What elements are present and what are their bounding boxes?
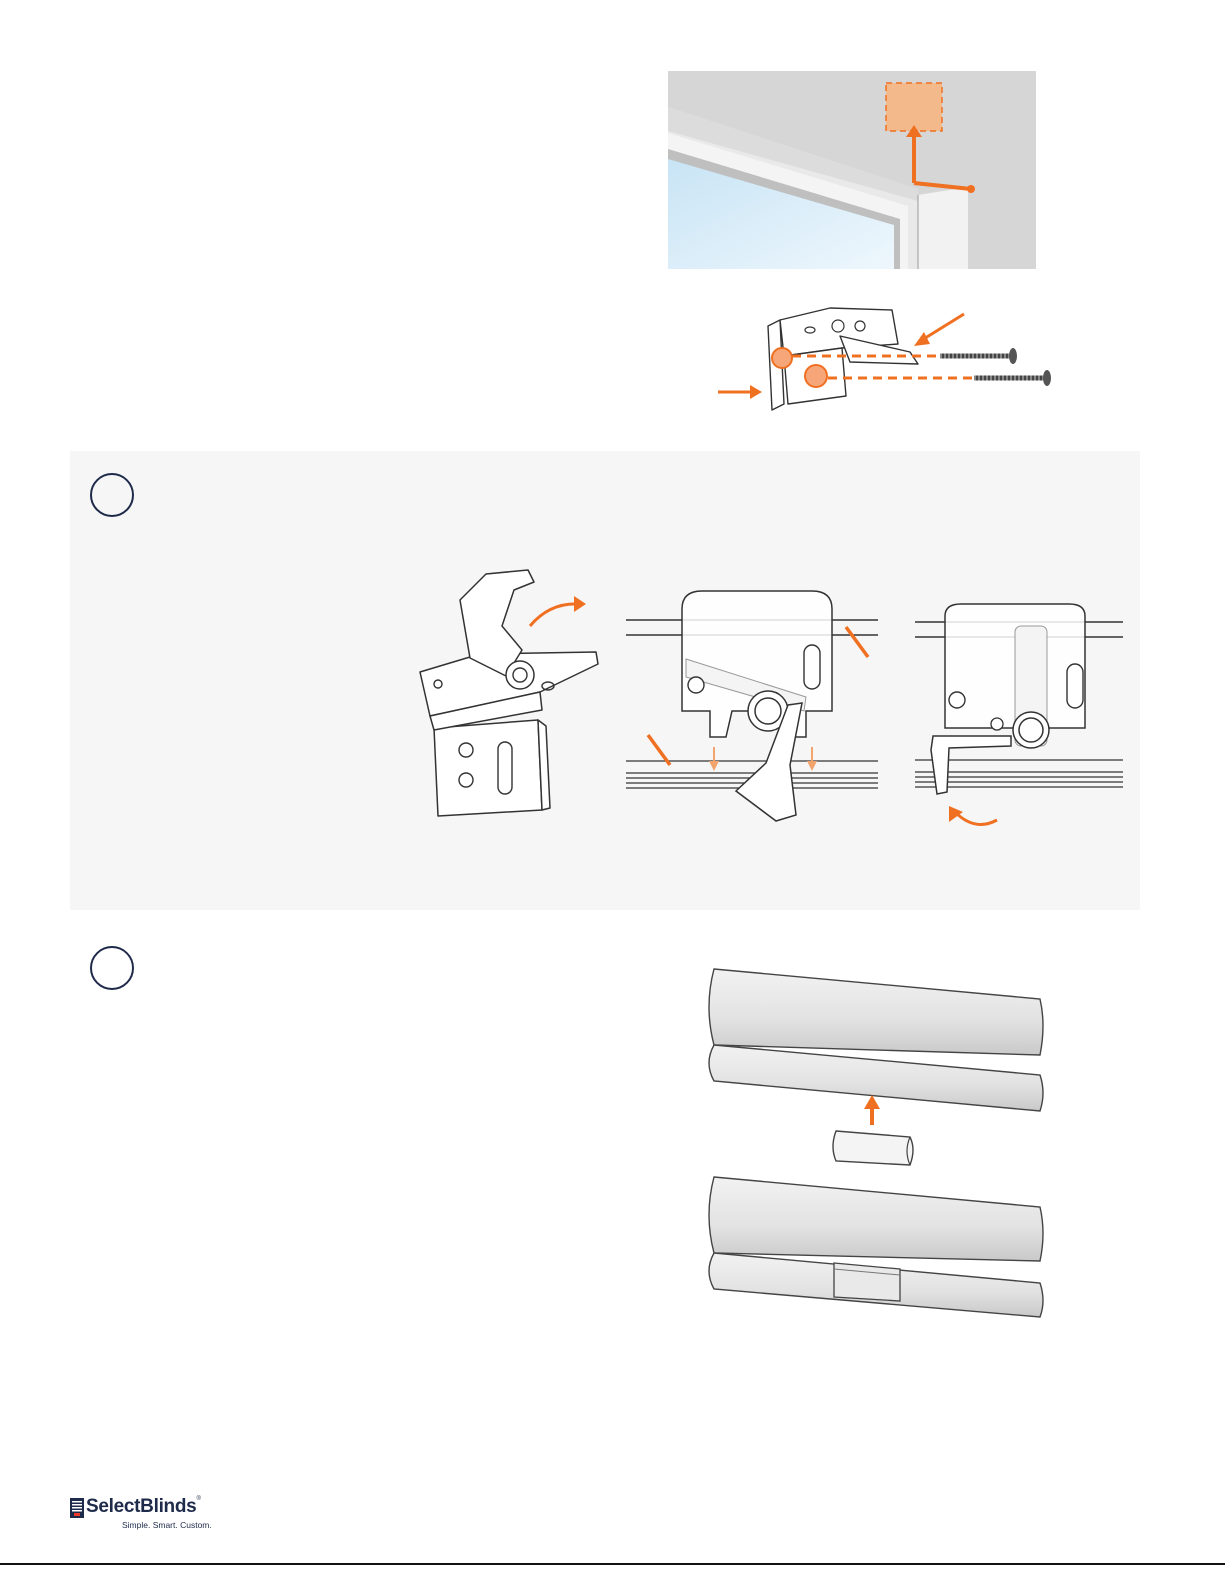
brand-tagline: Simple. Smart. Custom. — [122, 1520, 212, 1530]
selectblinds-logo — [70, 1496, 212, 1530]
bracket-screws-illustration — [710, 300, 1060, 420]
step-number-circle — [90, 946, 134, 990]
closed-bracket-illustration — [915, 600, 1125, 830]
bracket-headrail-illustration — [626, 585, 881, 830]
open-bracket-illustration — [410, 560, 610, 825]
step-number-circle — [90, 473, 134, 517]
blinds-icon — [70, 1498, 84, 1520]
page-bottom-rule — [0, 1563, 1225, 1565]
registered-mark: ® — [196, 1496, 201, 1502]
window-corner-illustration — [668, 71, 1036, 269]
brand-name: SelectBlinds — [86, 1496, 197, 1517]
valance-clip-illustration — [700, 965, 1050, 1325]
